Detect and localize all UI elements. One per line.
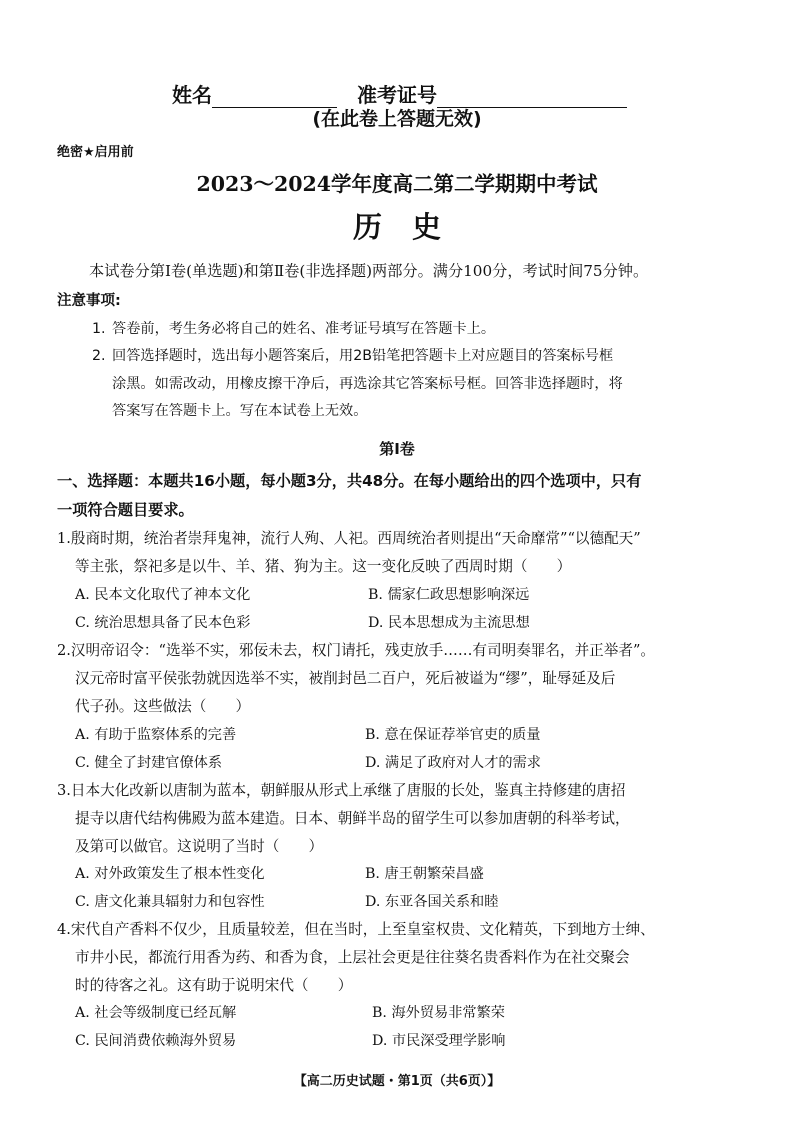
option-a[interactable]: A. 民本文化取代了神本文化 [75,587,251,603]
option-c[interactable]: C. 唐文化兼具辐射力和包容性 [75,894,265,910]
note-item-1 [92,316,732,344]
exam-title: 2023～2024学年度高二第二学期期中考试 [196,172,598,196]
invalid-note: (在此卷上答题无效) [312,108,482,130]
part-heading-line: 一项符合题目要求。 [57,501,194,519]
option-d[interactable]: D. 东亚各国关系和睦 [365,894,499,910]
question-line: 4.宋代自产香料不仅少，且质量较差，但在当时，上至皇室权贵、文化精英，下到地方士绅、 [57,921,655,938]
question-line: 时的待客之礼。这有助于说明宋代（ ） [75,977,353,995]
question-4 [57,916,737,1001]
section-title: 第Ⅰ卷 [379,440,415,458]
option-c[interactable]: C. 统治思想具备了民本色彩 [75,615,251,631]
question-2 [57,637,737,722]
note-line: 涂黑。如需改动，用橡皮擦干净后，再选涂其它答案标号框。回答非选择题时，将 [112,375,623,392]
option-a[interactable]: A. 对外政策发生了根本性变化 [75,866,265,882]
question-line: 汉元帝时富平侯张勃就因选举不实，被削封邑二百户，死后被谥为“缪”，耻辱延及后 [75,670,616,688]
option-d[interactable]: D. 满足了政府对人才的需求 [365,755,541,771]
note-line: 回答选择题时，选出每小题答案后，用2B铅笔把答题卡上对应题目的答案标号框 [112,348,614,364]
ticket-number-label: 准考证号 [357,83,437,107]
question-line: 及第可以做官。这说明了当时（ ） [75,838,324,856]
question-line: 代子孙。这些做法（ ） [75,698,251,716]
option-b[interactable]: B. 意在保证荐举官吏的质量 [365,727,541,743]
option-d[interactable]: D. 民本思想成为主流思想 [368,615,530,631]
note-number: 1. [92,321,106,337]
question-line: 3.日本大化改新以唐制为蓝本，朝鲜服从形式上承继了唐服的长处，鉴真主持修建的唐招 [57,782,626,799]
question-line: 提寺以唐代结构佛殿为蓝本建造。日本、朝鲜半岛的留学生可以参加唐朝的科举考试， [75,810,630,828]
part-heading [57,467,737,525]
note-number: 2. [92,348,106,364]
exam-intro: 本试卷分第Ⅰ卷(单选题)和第Ⅱ卷(非选择题)两部分。满分100分，考试时间75分钟。 [89,262,649,280]
question-line: 2.汉明帝诏令：“选举不实，邪佞未去，权门请托，残吏放手……有司明奏罪名，并正举者”。 [57,642,656,659]
question-3 [57,777,737,862]
notes-heading: 注意事项: [57,293,121,309]
option-a[interactable]: A. 有助于监察体系的完善 [75,727,237,743]
note-line: 答案写在答题卡上。写在本试卷上无效。 [112,403,368,419]
option-a[interactable]: A. 社会等级制度已经瓦解 [75,1005,237,1021]
question-line: 1.殷商时期，统治者崇拜鬼神，流行人殉、人祀。西周统治者则提出“天命靡常”“以德配天” [57,530,641,547]
part-heading-line: 一、选择题：本题共16小题，每小题3分，共48分。在每小题给出的四个选项中，只有 [57,472,642,490]
option-c[interactable]: C. 健全了封建官僚体系 [75,755,223,771]
option-c[interactable]: C. 民间消费依赖海外贸易 [75,1033,237,1049]
note-item-2 [92,343,732,426]
option-b[interactable]: B. 唐王朝繁荣昌盛 [365,866,484,882]
question-1 [57,525,737,581]
option-b[interactable]: B. 儒家仁政思想影响深远 [368,587,530,603]
option-b[interactable]: B. 海外贸易非常繁荣 [372,1005,505,1021]
question-line: 等主张，祭祀多是以牛、羊、猪、狗为主。这一变化反映了西周时期（ ） [75,558,572,576]
page-footer: 【高二历史试题・第1页（共6页）】 [293,1074,501,1089]
option-d[interactable]: D. 市民深受理学影响 [372,1033,506,1049]
secret-label: 绝密★启用前 [57,145,134,160]
question-line: 市井小民，都流行用香为药、和香为食，上层社会更是往往葵名贵香料作为在社交聚会 [75,949,630,967]
note-line: 答卷前，考生务必将自己的姓名、准考证号填写在答题卡上。 [112,321,496,337]
subject-title: 历史 [352,210,471,244]
name-label: 姓名 [172,83,212,107]
